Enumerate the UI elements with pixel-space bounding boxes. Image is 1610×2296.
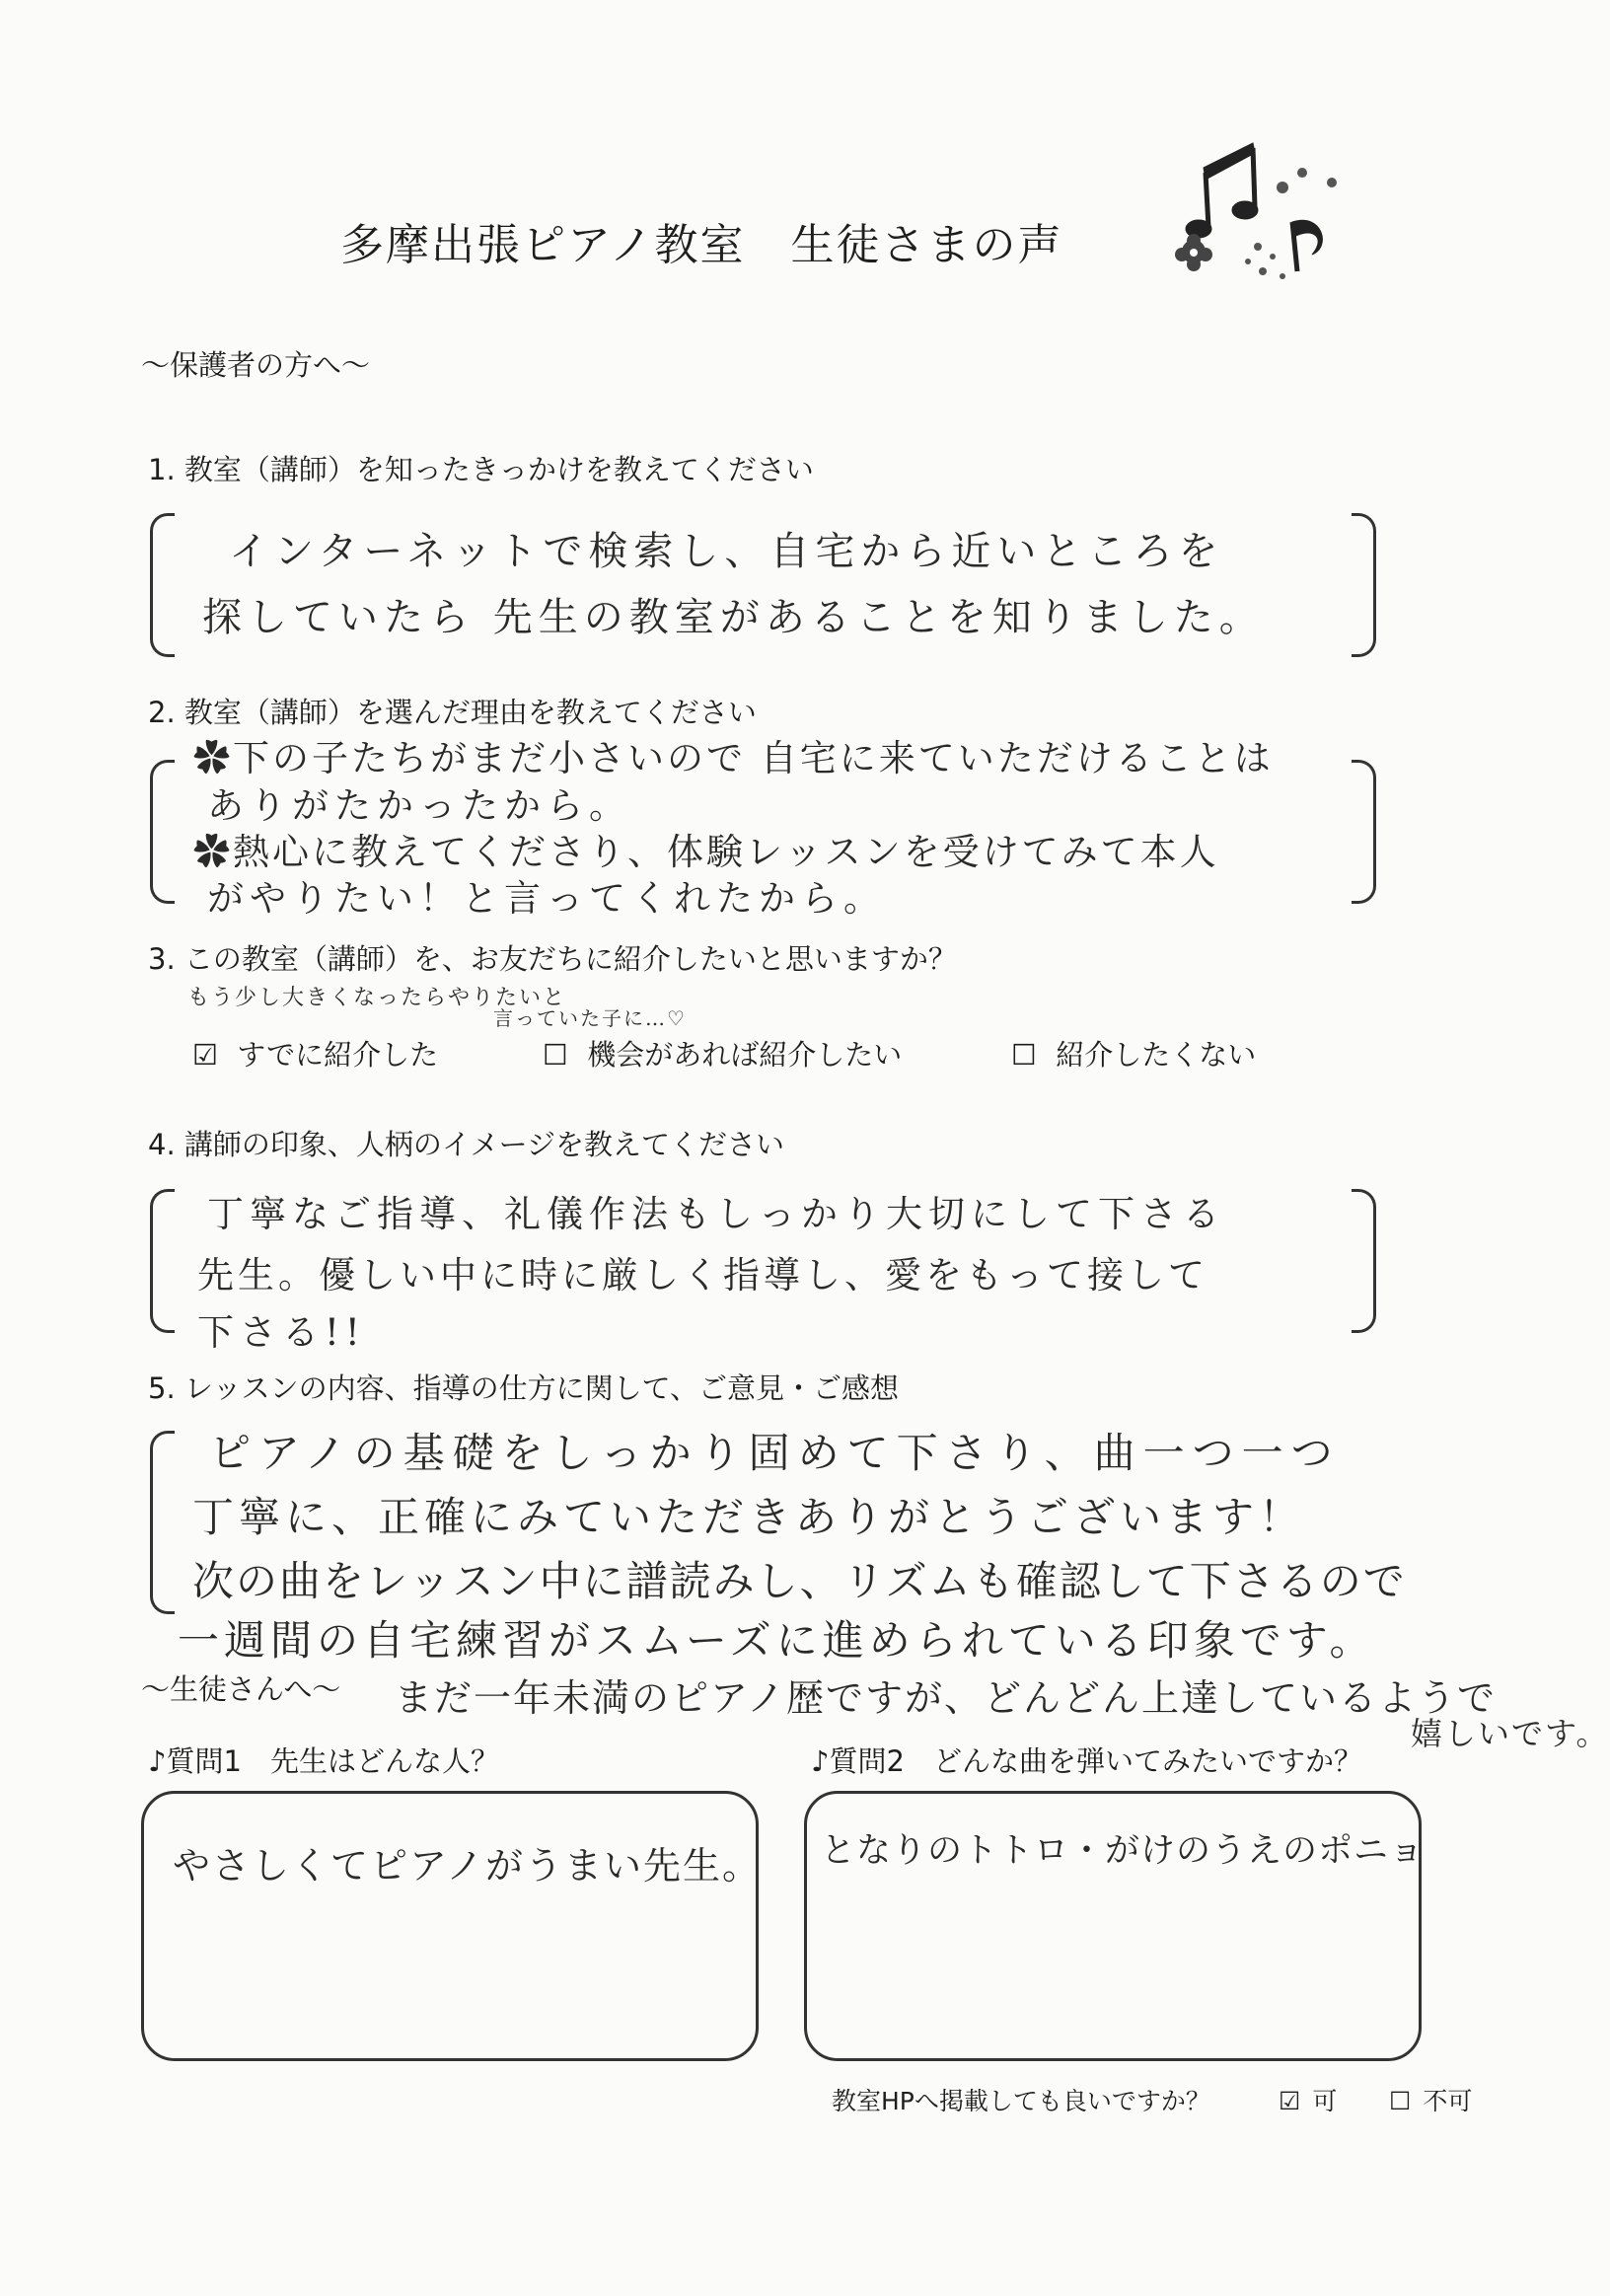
answer-1-line-1: インターネットで検索し、自宅から近いところを xyxy=(229,529,1224,574)
checkbox-icon[interactable]: ☐ xyxy=(1389,2087,1412,2115)
question-4-label: 4. 講師の印象、人柄のイメージを教えてください xyxy=(148,1128,785,1161)
flower-icon xyxy=(1175,234,1212,271)
answer-2-line-4: がやりたい！と言ってくれたから。 xyxy=(207,877,886,920)
answer-2-line-1: ✿下の子たちがまだ小さいので 自宅に来ていただけることは xyxy=(193,737,1274,779)
checkbox-icon[interactable]: ☐ xyxy=(543,1038,568,1072)
answer-2-line-2: ありがたかったから。 xyxy=(207,784,631,827)
consent-yes-option[interactable] xyxy=(1279,2082,1337,2117)
answer-4-line-1: 丁寧なご指導、礼儀作法もしっかり大切にして下さる xyxy=(207,1193,1225,1235)
answer-4-line-2: 先生。優しい中に時に厳しく指導し、愛をもって接して xyxy=(197,1254,1208,1296)
answer-4-bracket-left xyxy=(150,1189,175,1333)
question-3-label: 3. この教室（講師）を、お友だちに紹介したいと思いますか？ xyxy=(148,942,957,976)
student-question-2-label: ♪質問2 どんな曲を弾いてみたいですか？ xyxy=(811,1744,1362,1778)
question-3-note-2: 言っていた子に…♡ xyxy=(493,1006,687,1030)
student-answer-1-box xyxy=(141,1791,759,2061)
question-5-label: 5. レッスンの内容、指導の仕方に関して、ご意見・ご感想 xyxy=(148,1371,900,1405)
consent-yes-label: 可 xyxy=(1312,2087,1338,2115)
question-3-note-1: もう少し大きくなったらやりたいと xyxy=(187,986,567,1010)
page-title: 多摩出張ピアノ教室 生徒さまの声 xyxy=(340,220,1063,270)
answer-5-line-4: 一週間の自宅練習がスムーズに進められている印象です。 xyxy=(178,1616,1376,1665)
answer-5-line-6: 嬉しいです。 xyxy=(1411,1715,1610,1752)
students-heading: ～生徒さんへ～ xyxy=(141,1672,341,1706)
consent-no-option[interactable] xyxy=(1389,2082,1472,2117)
student-answer-2: となりのトトロ・がけのうえのポニョ xyxy=(821,1831,1426,1871)
answer-4-bracket-right xyxy=(1352,1189,1376,1333)
music-note-decoration-icon xyxy=(1164,128,1361,296)
answer-5-bracket-left xyxy=(150,1431,175,1614)
checkbox-checked-icon[interactable]: ☑ xyxy=(192,1038,218,1072)
student-answer-1: やさしくてピアノがうまい先生。 xyxy=(173,1844,762,1888)
answer-2-bracket-left xyxy=(150,760,175,904)
student-question-1-label: ♪質問1 先生はどんな人？ xyxy=(148,1744,499,1778)
option-label: 機会があれば紹介したい xyxy=(587,1038,903,1072)
checkbox-checked-icon[interactable]: ☑ xyxy=(1279,2087,1301,2115)
answer-1-bracket-left xyxy=(150,513,175,657)
parents-heading: ～保護者の方へ～ xyxy=(141,348,371,382)
consent-question: 教室HPへ掲載しても良いですか？ xyxy=(832,2087,1210,2115)
answer-5-line-5: まだ一年未満のピアノ歴ですが、どんどん上達しているようで xyxy=(395,1676,1497,1720)
small-note-icon xyxy=(1292,220,1322,271)
answer-2-bracket-right xyxy=(1352,760,1376,904)
question-1-label: 1. 教室（講師）を知ったきっかけを教えてください xyxy=(148,453,814,486)
checkbox-icon[interactable]: ☐ xyxy=(1011,1038,1037,1072)
option-already-introduced[interactable] xyxy=(192,1033,438,1074)
answer-1-bracket-right xyxy=(1352,513,1376,657)
answer-5-line-3: 次の曲をレッスン中に譜読みし、リズムも確認して下さるので xyxy=(192,1557,1407,1605)
answer-1-line-2: 探していたら 先生の教室があることを知りました。 xyxy=(202,595,1265,640)
answer-2-line-3: ✿熱心に教えてくださり、体験レッスンを受けてみて本人 xyxy=(193,831,1219,873)
answer-4-line-3: 下さる!! xyxy=(197,1311,366,1354)
question-2-label: 2. 教室（講師）を選んだ理由を教えてください xyxy=(148,696,757,729)
answer-5-line-1: ピアノの基礎をしっかり固めて下さり、曲一つ一つ xyxy=(209,1429,1341,1477)
option-label: すでに紹介した xyxy=(237,1038,439,1072)
option-label: 紹介したくない xyxy=(1056,1038,1257,1072)
eighth-note-icon xyxy=(1186,143,1258,238)
answer-5-line-2: 丁寧に、正確にみていただきありがとうございます！ xyxy=(192,1493,1306,1541)
option-if-opportunity[interactable] xyxy=(543,1033,902,1074)
consent-no-label: 不可 xyxy=(1423,2087,1473,2115)
option-not-introduce[interactable] xyxy=(1011,1033,1256,1074)
